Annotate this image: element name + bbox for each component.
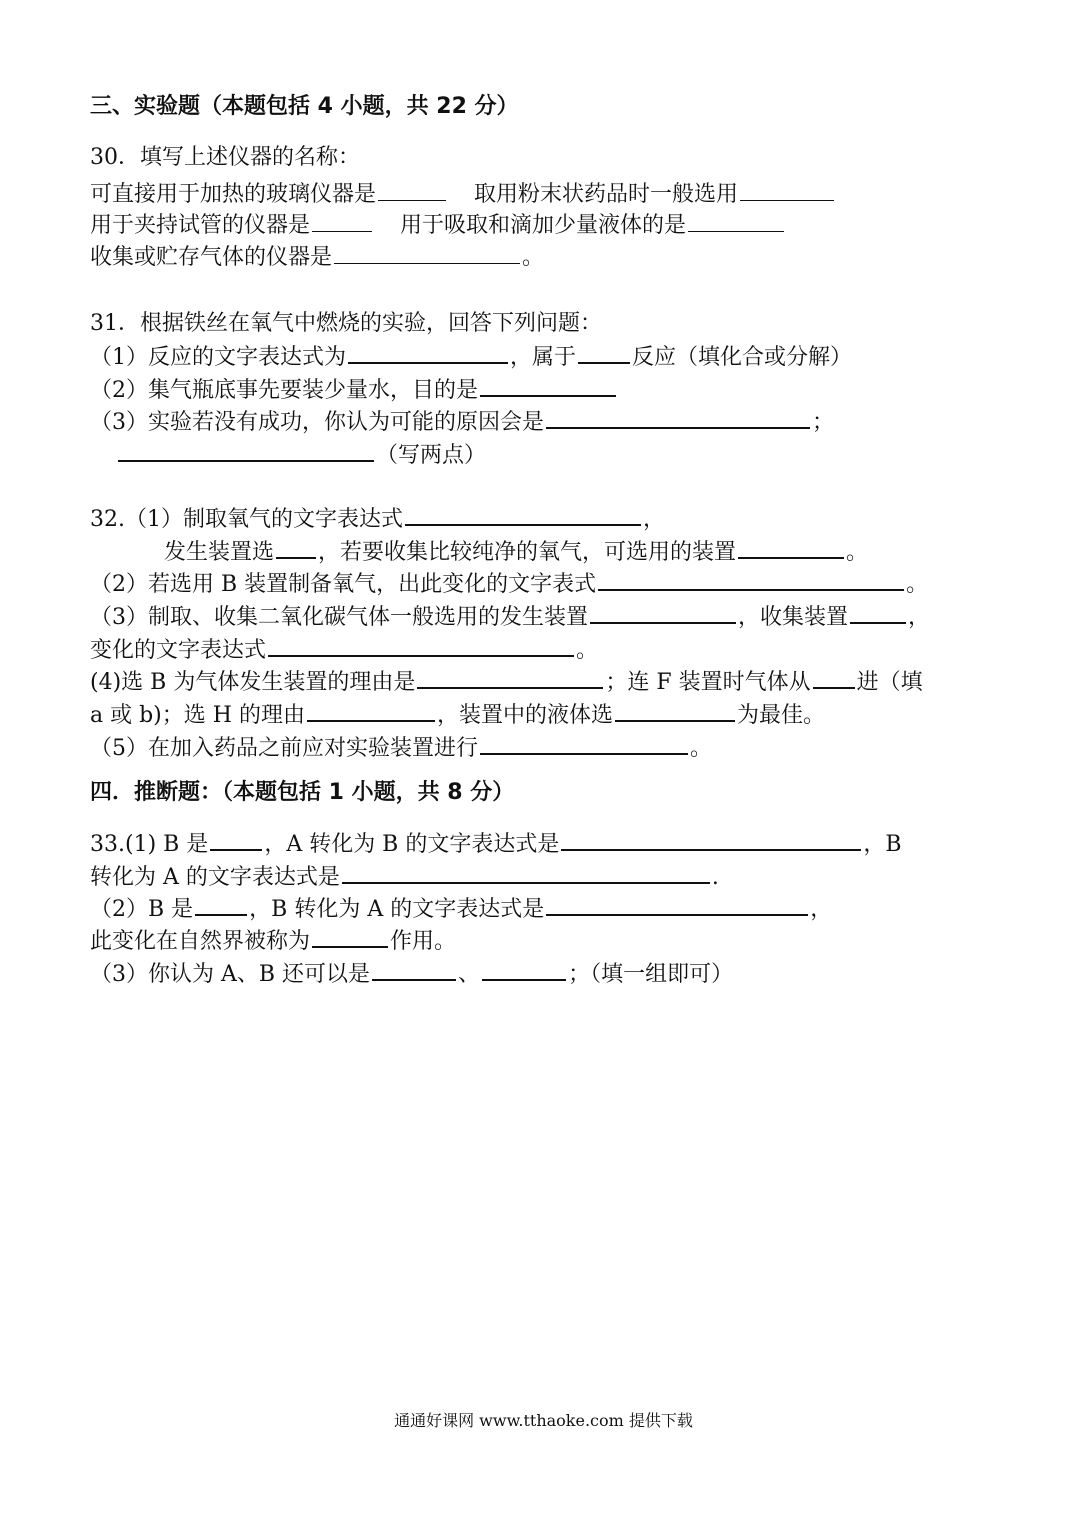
answer-blank[interactable] [348,340,508,364]
answer-blank[interactable] [372,957,456,981]
q32-text: （3）制取、收集二氧化碳气体一般选用的发生装置 [90,605,588,630]
q33-text: （2）B 是 [90,897,194,922]
q32-text: 。 [576,638,599,663]
q33-text: 作用。 [390,929,457,954]
section-3-heading: 三、实验题（本题包括 4 小题，共 22 分） [90,94,519,119]
answer-blank[interactable] [334,243,520,264]
q32-text: 进（填 [856,670,923,695]
q32-line-3 [90,567,928,600]
q33-text: ， [810,897,833,922]
answer-blank[interactable] [546,405,810,429]
answer-blank[interactable] [268,633,574,657]
q32-line-6 [90,665,923,698]
q33-text: 转化为 A 的文字表达式是 [90,865,340,890]
q32-text: ，若要收集比较纯净的氧气，可选用的装置 [318,540,737,565]
q30-text: 取用粉末状药品时一般选用 [474,182,739,207]
page-footer: 通通好课网 www.tthaoke.com 提供下载 [394,1411,693,1430]
q31-text: ，属于 [510,345,577,370]
q31-text: （2）集气瓶底事先要装少量水，目的是 [90,378,478,403]
answer-blank[interactable] [482,957,566,981]
q30-text: 。 [522,245,545,270]
answer-blank[interactable] [118,438,374,462]
q31-part-1 [90,340,852,373]
q31-text: （写两点） [376,443,487,468]
answer-blank[interactable] [378,180,446,201]
q32-text: （2）若选用 B 装置制备氧气，出此变化的文字表式 [90,572,597,597]
q32-text: （5）在加入药品之前应对实验装置进行 [90,736,478,761]
q33-line-5 [90,957,733,990]
q32-line-7 [90,698,825,731]
answer-blank[interactable] [276,535,316,559]
answer-blank[interactable] [615,698,735,722]
q33-text: . [711,865,719,890]
q33-line-1 [90,827,902,860]
answer-blank[interactable] [740,180,834,201]
answer-blank[interactable] [738,535,844,559]
answer-blank[interactable] [307,698,435,722]
answer-blank[interactable] [210,827,262,851]
q32-text: 32.（1）制取氧气的文字表达式 [90,507,403,532]
q32-text: ， [643,507,666,532]
answer-blank[interactable] [405,502,641,526]
q30-text: 收集或贮存气体的仪器是 [90,245,333,270]
q33-text: （3）你认为 A、B 还可以是 [90,962,371,987]
answer-blank[interactable] [417,665,603,689]
q32-text: ；连 F 装置时气体从 [605,670,811,695]
q32-text: 。 [846,540,869,565]
q31-part-3-cont [116,438,486,471]
answer-blank[interactable] [578,340,630,364]
q33-text: ，B 转化为 A 的文字表达式是 [249,897,545,922]
q32-line-8 [90,731,712,764]
section-4-heading: 四．推断题：（本题包括 1 小题，共 8 分） [90,780,515,805]
q33-text: 33.(1) B 是 [90,832,209,857]
q31-text: （3）实验若没有成功，你认为可能的原因会是 [90,410,544,435]
q30-line-3 [90,243,544,273]
q32-text: ， [908,605,931,630]
q32-line-4 [90,600,930,633]
q32-text: 为最佳。 [736,703,825,728]
q32-line-2 [164,535,868,568]
answer-blank[interactable] [342,860,710,884]
q31-part-3 [90,405,834,438]
q32-text: a 或 b)；选 H 的理由 [90,703,305,728]
q33-line-2 [90,860,719,893]
answer-blank[interactable] [480,373,616,397]
q32-text: 发生装置选 [164,540,275,565]
answer-blank[interactable] [195,892,247,916]
q32-text: 变化的文字表达式 [90,638,267,663]
answer-blank[interactable] [598,567,904,591]
q32-text: ，装置中的液体选 [436,703,613,728]
q32-text: (4)选 B 为气体发生装置的理由是 [90,670,416,695]
q33-text: 此变化在自然界被称为 [90,929,311,954]
q32-text: 。 [906,572,929,597]
answer-blank[interactable] [312,924,388,948]
q33-text: ；（填一组即可） [568,962,734,987]
q30-title: 30．填写上述仪器的名称： [90,145,360,170]
q30-line-1 [90,180,836,210]
q32-line-1 [90,502,665,535]
answer-blank[interactable] [813,665,855,689]
q30-line-2 [90,211,786,241]
q32-text: 。 [690,736,713,761]
q30-text: 用于夹持试管的仪器是 [90,213,311,238]
q31-part-2 [90,373,618,406]
q33-text: ，A 转化为 B 的文字表达式是 [264,832,560,857]
answer-blank[interactable] [590,600,736,624]
q31-text: 反应（填化合或分解） [632,345,853,370]
q32-text: ，收集装置 [738,605,849,630]
q33-line-4 [90,924,456,957]
answer-blank[interactable] [688,211,784,232]
answer-blank[interactable] [312,211,372,232]
q33-text: 、 [458,962,481,987]
q33-text: ，B [863,832,902,857]
q33-line-3 [90,892,832,925]
q31-text: （1）反应的文字表达式为 [90,345,346,370]
q31-title: 31．根据铁丝在氧气中燃烧的实验，回答下列问题： [90,311,602,336]
answer-blank[interactable] [850,600,906,624]
answer-blank[interactable] [480,731,688,755]
answer-blank[interactable] [546,892,808,916]
q32-line-5 [90,633,598,666]
q30-text: 可直接用于加热的玻璃仪器是 [90,182,377,207]
q30-text: 用于吸取和滴加少量液体的是 [400,213,687,238]
answer-blank[interactable] [561,827,861,851]
q31-text: ； [812,410,835,435]
